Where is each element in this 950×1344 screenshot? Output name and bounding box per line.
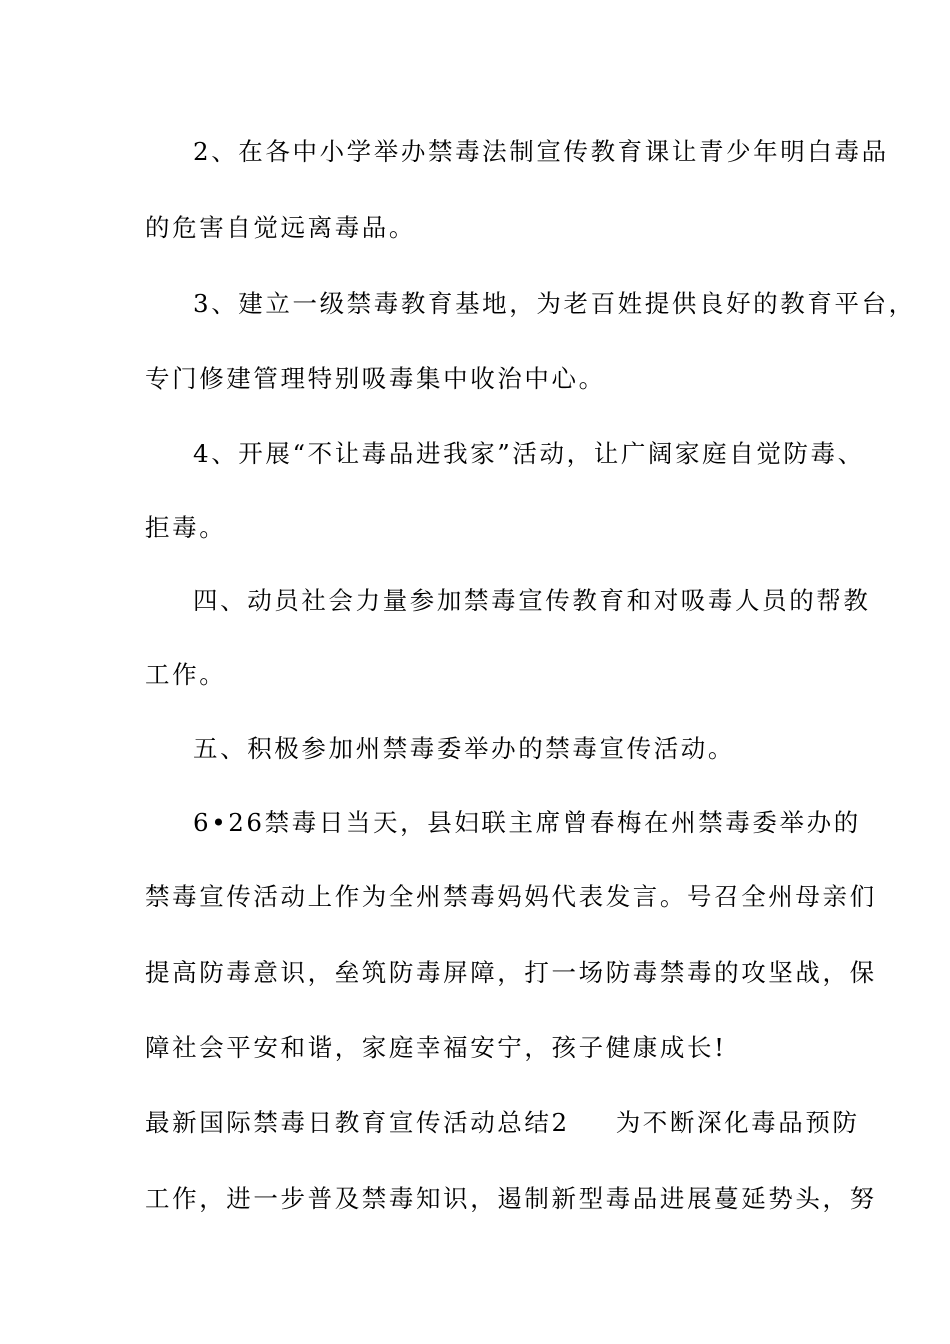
paragraph-line: 提高防毒意识，垒筑防毒屏障，打一场防毒禁毒的攻坚战，保 — [145, 958, 877, 987]
paragraph-line: 禁毒宣传活动上作为全州禁毒妈妈代表发言。号召全州母亲们 — [145, 882, 877, 911]
paragraph-line: 6•26禁毒日当天，县妇联主席曾春梅在州禁毒委举办的 — [193, 808, 861, 837]
paragraph-line: 五、积极参加州禁毒委举办的禁毒宣传活动。 — [193, 734, 735, 763]
paragraph-line: 4、开展“不让毒品进我家”活动，让广阔家庭自觉防毒、 — [193, 439, 865, 468]
section-heading-continuation: 为不断深化毒品预防 — [615, 1108, 860, 1137]
paragraph-line: 的危害自觉远离毒品。 — [145, 213, 416, 242]
paragraph-line: 拒毒。 — [145, 513, 227, 542]
paragraph-line: 专门修建管理特别吸毒集中收治中心。 — [145, 364, 606, 393]
paragraph-line: 四、动员社会力量参加禁毒宣传教育和对吸毒人员的帮教 — [193, 586, 871, 615]
paragraph-line: 2、在各中小学举办禁毒法制宣传教育课让青少年明白毒品 — [193, 137, 889, 166]
paragraph-line: 3、建立一级禁毒教育基地，为老百姓提供良好的教育平台， — [193, 289, 916, 318]
section-heading-title: 最新国际禁毒日教育宣传活动总结2 — [145, 1108, 570, 1137]
paragraph-line: 工作，进一步普及禁毒知识，遏制新型毒品进展蔓延势头，努 — [145, 1184, 877, 1213]
paragraph-line: 障社会平安和谐，家庭幸福安宁，孩子健康成长! — [145, 1033, 727, 1062]
section-heading-line — [145, 1108, 860, 1138]
paragraph-line: 工作。 — [145, 660, 227, 689]
